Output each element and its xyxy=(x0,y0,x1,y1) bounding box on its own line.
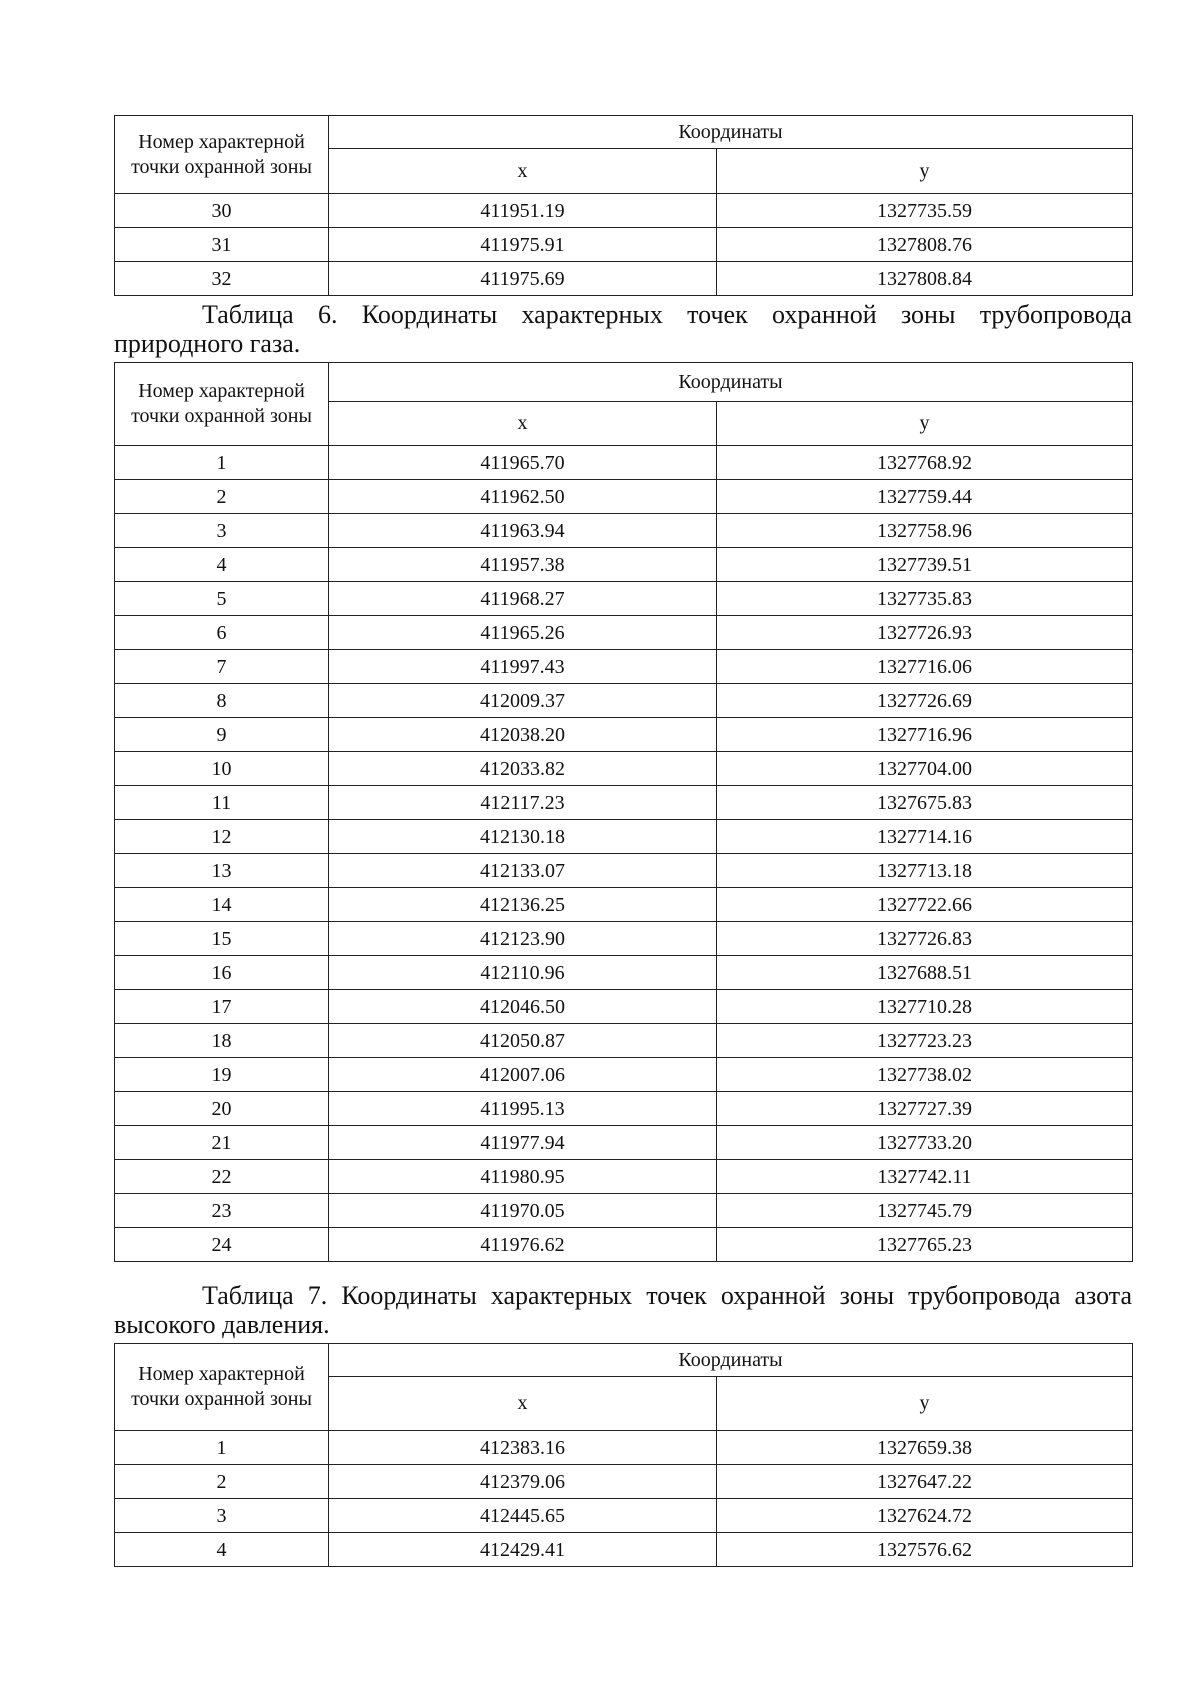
table-row xyxy=(115,922,1133,956)
x-coordinate-cell: 412033.82 xyxy=(329,752,717,786)
table-row xyxy=(115,1058,1133,1092)
table-row xyxy=(115,582,1133,616)
point-number-cell: 17 xyxy=(115,990,329,1024)
point-number-cell: 2 xyxy=(115,1465,329,1499)
header-point-number: Номер характерной точки охранной зоны xyxy=(115,116,329,194)
x-coordinate-cell: 412046.50 xyxy=(329,990,717,1024)
y-coordinate-cell: 1327726.69 xyxy=(717,684,1133,718)
y-coordinate-cell: 1327659.38 xyxy=(717,1431,1133,1465)
y-coordinate-cell: 1327688.51 xyxy=(717,956,1133,990)
y-coordinate-cell: 1327722.66 xyxy=(717,888,1133,922)
x-coordinate-cell: 411968.27 xyxy=(329,582,717,616)
y-coordinate-cell: 1327624.72 xyxy=(717,1499,1133,1533)
x-coordinate-cell: 411965.70 xyxy=(329,446,717,480)
y-coordinate-cell: 1327714.16 xyxy=(717,820,1133,854)
table-row xyxy=(115,548,1133,582)
point-number-cell: 24 xyxy=(115,1228,329,1262)
x-coordinate-cell: 411963.94 xyxy=(329,514,717,548)
x-coordinate-cell: 412379.06 xyxy=(329,1465,717,1499)
y-coordinate-cell: 1327733.20 xyxy=(717,1126,1133,1160)
x-coordinate-cell: 412123.90 xyxy=(329,922,717,956)
point-number-cell: 19 xyxy=(115,1058,329,1092)
table-row xyxy=(115,650,1133,684)
header-x: x xyxy=(329,1377,717,1431)
x-coordinate-cell: 411962.50 xyxy=(329,480,717,514)
point-number-cell: 15 xyxy=(115,922,329,956)
y-coordinate-cell: 1327716.96 xyxy=(717,718,1133,752)
point-number-cell: 1 xyxy=(115,446,329,480)
x-coordinate-cell: 411976.62 xyxy=(329,1228,717,1262)
x-coordinate-cell: 411957.38 xyxy=(329,548,717,582)
table-row xyxy=(115,1126,1133,1160)
y-coordinate-cell: 1327735.83 xyxy=(717,582,1133,616)
table-row xyxy=(115,514,1133,548)
y-coordinate-cell: 1327738.02 xyxy=(717,1058,1133,1092)
x-coordinate-cell: 412136.25 xyxy=(329,888,717,922)
table-row xyxy=(115,888,1133,922)
x-coordinate-cell: 411965.26 xyxy=(329,616,717,650)
table7-caption: Таблица 7. Координаты характерных точек охранной зоны трубопровода азота высокого давления. xyxy=(114,1281,1132,1339)
point-number-cell: 10 xyxy=(115,752,329,786)
table-row xyxy=(115,446,1133,480)
y-coordinate-cell: 1327768.92 xyxy=(717,446,1133,480)
table-row xyxy=(115,1024,1133,1058)
point-number-cell: 20 xyxy=(115,1092,329,1126)
table-row xyxy=(115,1499,1133,1533)
header-point-number: Номер характерной точки охранной зоны xyxy=(115,363,329,446)
point-number-cell: 5 xyxy=(115,582,329,616)
x-coordinate-cell: 411951.19 xyxy=(329,194,717,228)
y-coordinate-cell: 1327758.96 xyxy=(717,514,1133,548)
y-coordinate-cell: 1327759.44 xyxy=(717,480,1133,514)
x-coordinate-cell: 412110.96 xyxy=(329,956,717,990)
point-number-cell: 2 xyxy=(115,480,329,514)
y-coordinate-cell: 1327726.93 xyxy=(717,616,1133,650)
point-number-cell: 11 xyxy=(115,786,329,820)
table6-natural-gas-pipeline xyxy=(114,362,1133,1262)
y-coordinate-cell: 1327704.00 xyxy=(717,752,1133,786)
table-row xyxy=(115,1092,1133,1126)
x-coordinate-cell: 412007.06 xyxy=(329,1058,717,1092)
table-row xyxy=(115,228,1133,262)
table-row xyxy=(115,990,1133,1024)
table-row xyxy=(115,1160,1133,1194)
y-coordinate-cell: 1327713.18 xyxy=(717,854,1133,888)
y-coordinate-cell: 1327726.83 xyxy=(717,922,1133,956)
table-row xyxy=(115,820,1133,854)
point-number-cell: 22 xyxy=(115,1160,329,1194)
point-number-cell: 18 xyxy=(115,1024,329,1058)
table-row xyxy=(115,854,1133,888)
point-number-cell: 13 xyxy=(115,854,329,888)
point-number-cell: 32 xyxy=(115,262,329,296)
point-number-cell: 21 xyxy=(115,1126,329,1160)
y-coordinate-cell: 1327675.83 xyxy=(717,786,1133,820)
x-coordinate-cell: 412130.18 xyxy=(329,820,717,854)
y-coordinate-cell: 1327808.84 xyxy=(717,262,1133,296)
y-coordinate-cell: 1327765.23 xyxy=(717,1228,1133,1262)
y-coordinate-cell: 1327716.06 xyxy=(717,650,1133,684)
x-coordinate-cell: 412038.20 xyxy=(329,718,717,752)
y-coordinate-cell: 1327723.23 xyxy=(717,1024,1133,1058)
header-coordinates: Координаты xyxy=(329,116,1133,149)
x-coordinate-cell: 411975.69 xyxy=(329,262,717,296)
table-row xyxy=(115,684,1133,718)
y-coordinate-cell: 1327745.79 xyxy=(717,1194,1133,1228)
table-row xyxy=(115,616,1133,650)
table-row xyxy=(115,1228,1133,1262)
y-coordinate-cell: 1327647.22 xyxy=(717,1465,1133,1499)
y-coordinate-cell: 1327739.51 xyxy=(717,548,1133,582)
header-coordinates: Координаты xyxy=(329,363,1133,402)
header-y: y xyxy=(717,1377,1133,1431)
x-coordinate-cell: 411980.95 xyxy=(329,1160,717,1194)
x-coordinate-cell: 412429.41 xyxy=(329,1533,717,1567)
point-number-cell: 3 xyxy=(115,514,329,548)
point-number-cell: 30 xyxy=(115,194,329,228)
table7-nitrogen-pipeline xyxy=(114,1343,1133,1567)
point-number-cell: 7 xyxy=(115,650,329,684)
point-number-cell: 14 xyxy=(115,888,329,922)
table-row xyxy=(115,1465,1133,1499)
table-row xyxy=(115,786,1133,820)
point-number-cell: 4 xyxy=(115,548,329,582)
table-row xyxy=(115,194,1133,228)
x-coordinate-cell: 411977.94 xyxy=(329,1126,717,1160)
y-coordinate-cell: 1327808.76 xyxy=(717,228,1133,262)
x-coordinate-cell: 412009.37 xyxy=(329,684,717,718)
header-y: y xyxy=(717,402,1133,446)
x-coordinate-cell: 412117.23 xyxy=(329,786,717,820)
header-point-number: Номер характерной точки охранной зоны xyxy=(115,1344,329,1431)
point-number-cell: 4 xyxy=(115,1533,329,1567)
x-coordinate-cell: 412133.07 xyxy=(329,854,717,888)
header-x: x xyxy=(329,149,717,194)
x-coordinate-cell: 411975.91 xyxy=(329,228,717,262)
table-row xyxy=(115,752,1133,786)
table-row xyxy=(115,480,1133,514)
point-number-cell: 6 xyxy=(115,616,329,650)
table-row xyxy=(115,262,1133,296)
y-coordinate-cell: 1327727.39 xyxy=(717,1092,1133,1126)
table-row xyxy=(115,718,1133,752)
point-number-cell: 3 xyxy=(115,1499,329,1533)
x-coordinate-cell: 411995.13 xyxy=(329,1092,717,1126)
table-row xyxy=(115,956,1133,990)
table6-caption: Таблица 6. Координаты характерных точек охранной зоны трубопровода природного газа. xyxy=(114,300,1132,358)
coordinates-table-continued xyxy=(114,115,1133,296)
point-number-cell: 8 xyxy=(115,684,329,718)
point-number-cell: 31 xyxy=(115,228,329,262)
header-y: y xyxy=(717,149,1133,194)
x-coordinate-cell: 412445.65 xyxy=(329,1499,717,1533)
point-number-cell: 1 xyxy=(115,1431,329,1465)
point-number-cell: 23 xyxy=(115,1194,329,1228)
y-coordinate-cell: 1327742.11 xyxy=(717,1160,1133,1194)
x-coordinate-cell: 412383.16 xyxy=(329,1431,717,1465)
x-coordinate-cell: 411997.43 xyxy=(329,650,717,684)
point-number-cell: 16 xyxy=(115,956,329,990)
y-coordinate-cell: 1327710.28 xyxy=(717,990,1133,1024)
point-number-cell: 9 xyxy=(115,718,329,752)
y-coordinate-cell: 1327735.59 xyxy=(717,194,1133,228)
x-coordinate-cell: 412050.87 xyxy=(329,1024,717,1058)
table-row xyxy=(115,1431,1133,1465)
y-coordinate-cell: 1327576.62 xyxy=(717,1533,1133,1567)
x-coordinate-cell: 411970.05 xyxy=(329,1194,717,1228)
point-number-cell: 12 xyxy=(115,820,329,854)
header-x: x xyxy=(329,402,717,446)
table-row xyxy=(115,1533,1133,1567)
table-row xyxy=(115,1194,1133,1228)
header-coordinates: Координаты xyxy=(329,1344,1133,1377)
